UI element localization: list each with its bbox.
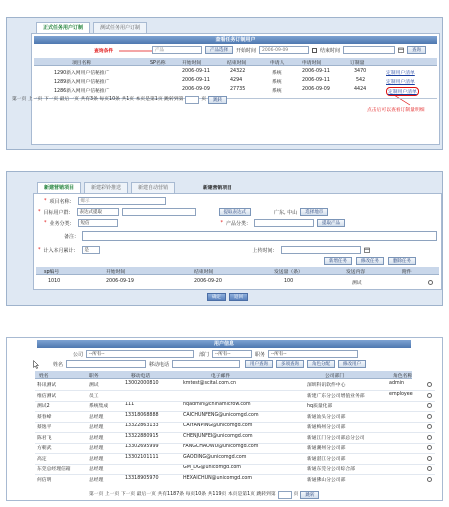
table-cell: 13002000810 [125, 381, 159, 386]
filter-row [152, 46, 426, 54]
table-cell: 13318905970 [125, 475, 159, 481]
task-actions [324, 257, 416, 265]
view-list-link[interactable]: 定制用户清单 [386, 71, 415, 76]
table-row: 科讯测试 [37, 383, 57, 388]
table-cell: hqadmin@chinamicrow.com [183, 402, 251, 407]
table-cell: 24322 [230, 69, 246, 74]
marketing-panel [6, 171, 443, 306]
product-category-label: 产品分类： [226, 220, 252, 227]
table-cell: 2006-09-09 [302, 87, 330, 92]
col-start: 开始时间 [182, 61, 202, 66]
col-email: 电子邮件 [211, 374, 231, 379]
table-row: 1286新入网用户信秘推广 [54, 89, 110, 94]
required-mark: * [44, 220, 47, 226]
table-cell: FANGCHAOWU@unicomgd.com [183, 444, 259, 449]
table-row: 维信测试 [37, 393, 57, 399]
table-cell: 100 [284, 279, 294, 284]
form-row [38, 246, 370, 254]
company-label: 公司 [73, 351, 84, 358]
col-attach: 附件 [402, 270, 412, 275]
row-radio[interactable] [427, 393, 432, 398]
annotation-arrow [119, 49, 153, 53]
col-start: 开始时间 [106, 270, 126, 275]
form-row [38, 208, 328, 216]
page-title: 新建营销项目 [203, 186, 232, 191]
pager-text[interactable]: 第一页 上一页 下一页 最后一页 共有3条 每页10条 共1页 本页是第1页 跳转到第 [12, 97, 184, 102]
count-select[interactable]: 是 [82, 246, 100, 254]
table-cell: 总经理 [89, 414, 104, 420]
view-list-link[interactable]: 定制用户清单 [386, 80, 415, 85]
table-cell: 4294 [230, 78, 243, 83]
row-radio[interactable] [427, 477, 432, 482]
post-label: 职务 [255, 351, 266, 358]
required-mark: * [44, 198, 47, 204]
row-radio[interactable] [427, 445, 432, 450]
table-row: 高定 [37, 456, 47, 462]
task-panel-body [12, 33, 440, 145]
table-cell: 总经理 [89, 435, 104, 441]
pager [12, 95, 227, 104]
table-cell: 系统 [272, 89, 282, 94]
name-input[interactable] [66, 360, 146, 368]
required-mark: * [220, 220, 224, 226]
table-cell: 2006-09-20 [194, 279, 222, 284]
table-cell: 总经理 [89, 467, 104, 472]
target-select[interactable]: 表达式提取 [77, 208, 119, 216]
table-row: 1289新入网用户信秘推广 [54, 80, 110, 85]
table-cell: 新通佛山分公司部 [307, 477, 346, 483]
table-cell: 2006-09-11 [182, 69, 210, 74]
table-cell: 新通汕头分公司部 [307, 414, 346, 420]
table-cell: 13322863133 [125, 423, 159, 428]
table-row: 蔡逸平 [37, 425, 52, 430]
table-row: 1290新入网用户信秘推广 [54, 71, 110, 76]
count-label: 计入本月累计： [43, 247, 79, 254]
table-cell: 新通江门分公司部总分公司 [307, 435, 365, 441]
row-radio[interactable] [427, 382, 432, 387]
extract-product-button[interactable]: 提取产品 [317, 219, 345, 227]
back-button[interactable]: 返回 [229, 293, 248, 301]
calendar-icon[interactable] [398, 47, 404, 53]
form-footer [207, 293, 248, 301]
col-end: 结束时间 [194, 270, 214, 275]
table-cell: GM_DG@unicomgd.com [183, 465, 241, 470]
col-apply-time: 申请时间 [302, 61, 322, 66]
table-cell: 新建广东分公司增值业务部 [307, 393, 365, 399]
tab-formal-task[interactable]: 正式任务用户订制 [36, 22, 90, 33]
page-input[interactable] [185, 96, 199, 104]
start-time-label: 开始时间 [236, 47, 257, 54]
mobile-label: 移动电话 [149, 361, 170, 368]
table-cell: 新通梅州分公司部 [307, 425, 346, 430]
marketing-form [33, 193, 442, 290]
table-cell: hq质量化部 [307, 404, 333, 409]
query-button[interactable]: 查询 [407, 46, 426, 54]
table-cell: 13318068888 [125, 412, 159, 418]
panel-header-bar: 查看任务订制用户 [34, 36, 437, 44]
table-cell: 总经理 [89, 446, 104, 451]
task-filter-input[interactable]: 产品 [152, 46, 202, 54]
form-row [44, 197, 166, 205]
pager [89, 490, 319, 499]
pager-text[interactable]: 第一页 上一页 下一页 最后一页 共有1187条 每页10条 共119页 本页是第1页 跳转到第 [89, 492, 276, 497]
table-row: 蔡春峰 [37, 414, 52, 420]
delete-task-button[interactable]: 删除任务 [388, 257, 416, 265]
target-label: 目标用户群： [43, 209, 74, 216]
table-cell: 系统 [272, 71, 282, 76]
col-dept: 公司部门 [325, 374, 345, 379]
row-radio[interactable] [427, 435, 432, 440]
form-row [44, 219, 345, 227]
required-mark: * [38, 209, 41, 215]
divider [35, 443, 435, 444]
table-cell: 2006-09-11 [302, 69, 330, 74]
divider [35, 453, 435, 454]
end-time-label: 结束时间 [320, 47, 341, 54]
table-cell: employee [389, 391, 413, 397]
filter-annotation: 查询条件 [94, 49, 114, 54]
sp-table-header [36, 267, 439, 275]
filter-row [53, 360, 366, 368]
row-radio[interactable] [427, 424, 432, 429]
table-cell: 新通潮州分公司部 [307, 446, 346, 451]
calendar-icon[interactable] [364, 247, 370, 253]
detail-annotation: 点击后可以查看订制量明细 [367, 108, 425, 113]
table-cell: 2006-09-11 [182, 78, 210, 83]
page-unit: 页 [201, 97, 207, 102]
table-row: 方朝武 [37, 446, 52, 451]
table-cell: 总经理 [89, 477, 104, 483]
go-button[interactable]: 跳转 [208, 96, 227, 104]
table-cell: 2006-09-19 [106, 279, 134, 284]
edit-user-button[interactable]: 修改用户 [338, 360, 366, 368]
col-sp: SP名称 [150, 61, 166, 66]
col-content: 发送内容 [346, 270, 366, 275]
confirm-button[interactable]: 确定 [207, 293, 226, 301]
table-cell: 新通东莞分公司综合部 [307, 467, 355, 472]
table-cell: CAICHUNFENG@unicomgd.com [183, 412, 259, 418]
tab-new-project[interactable]: 新建营销项目 [37, 182, 81, 193]
divider [35, 432, 435, 433]
table-row: 何信明 [37, 477, 52, 483]
table-cell: 13302101111 [125, 454, 159, 460]
divider [35, 411, 435, 412]
filter-row [73, 350, 358, 358]
table-cell: 3470 [354, 69, 367, 74]
select-city-button[interactable]: 选择地市 [300, 208, 328, 216]
checkbox-icon[interactable] [312, 48, 317, 53]
company-select[interactable]: --所有-- [86, 350, 194, 358]
row-radio[interactable] [427, 403, 432, 408]
task-panel [6, 17, 443, 150]
biz-label: 业务分类： [49, 220, 75, 227]
table-cell: 测试 [352, 281, 362, 286]
divider [35, 474, 435, 475]
project-name-label: 项目名称： [49, 198, 75, 205]
page-unit: 页 [293, 492, 299, 497]
divider [35, 422, 435, 423]
table-cell: 总经理 [89, 425, 104, 430]
table-cell: 13302695999 [125, 444, 159, 449]
view-list-link[interactable]: 定制用户清单 [386, 87, 419, 96]
end-time-input[interactable] [343, 46, 395, 54]
upload-time-label: 上传时间： [252, 247, 278, 254]
table-cell: 总经理 [89, 456, 104, 462]
table-cell: 27735 [230, 87, 246, 92]
table-cell: 2006-09-11 [302, 78, 330, 83]
remark-label: 备注： [64, 233, 80, 240]
table-cell: 系统 [272, 80, 282, 85]
table-cell: CAIYANPING@unicomgd.com [183, 423, 253, 428]
mobile-input[interactable] [172, 360, 240, 368]
table-row: 东莞总经理信箱 [37, 467, 71, 472]
table-row: 1010 [48, 279, 61, 284]
table-cell: 深圳科讯软件中心 [307, 383, 346, 388]
col-amount: 发送量（条） [274, 270, 303, 275]
table-row: 陈君飞 [37, 435, 52, 441]
table-cell: 新通湛江分公司部 [307, 456, 346, 462]
panel-header-bar: 用户信息 [37, 340, 411, 348]
table-cell: CHENJUNFEI@unicomgd.com [183, 433, 253, 439]
row-radio[interactable] [427, 456, 432, 461]
table-cell: kmtest@scital.com.cn [183, 381, 237, 386]
col-end: 结束时间 [227, 61, 247, 66]
add-task-button[interactable]: 新增任务 [324, 257, 352, 265]
divider [35, 390, 435, 391]
col-project: 项目名称 [72, 61, 92, 66]
table-cell: 系统集成 [89, 404, 109, 409]
table-cell: admin [389, 381, 405, 386]
tab-new-ringtone[interactable]: 新建彩铃推送 [84, 182, 128, 193]
table-cell: 542 [356, 78, 366, 83]
upload-time-input[interactable] [281, 246, 361, 254]
col-applicant: 申请人 [270, 61, 285, 66]
target-input[interactable] [122, 208, 196, 216]
area-text: 广东, 中山 [274, 209, 298, 216]
post-select[interactable]: --所有-- [268, 350, 358, 358]
table-cell: 13322880915 [125, 433, 159, 439]
required-mark: * [38, 247, 41, 253]
assign-role-button[interactable]: 角色分配 [307, 360, 335, 368]
product-category-input[interactable] [254, 219, 314, 227]
go-button[interactable]: 跳转 [300, 491, 319, 499]
col-mobile: 移动电话 [131, 374, 151, 379]
col-role: 角色名称 [393, 374, 413, 379]
extract-expression-button[interactable]: 提取表达式 [219, 208, 252, 216]
col-qty: 订制量 [350, 61, 365, 66]
name-label: 姓名 [53, 361, 64, 368]
project-name-input[interactable]: 爆示 [78, 197, 166, 205]
table-cell: 4424 [354, 87, 367, 92]
edit-task-button[interactable]: 修改任务 [356, 257, 384, 265]
form-row [64, 231, 437, 241]
table-cell: HEXAICHUN@unicomgd.com [183, 475, 252, 481]
row-radio[interactable] [428, 280, 433, 285]
page-input[interactable] [278, 491, 292, 499]
table-cell: 员工 [89, 393, 99, 399]
tab-new-auto[interactable]: 新建自动营销 [131, 182, 175, 193]
table-cell: 111 [125, 402, 135, 407]
product-select-button[interactable]: 产品选择 [205, 46, 233, 54]
row-radio[interactable] [427, 466, 432, 471]
query-user-button[interactable]: 用户查询 [245, 360, 273, 368]
start-time-input[interactable]: 2006-09-09 [259, 46, 309, 54]
col-post: 职务 [89, 374, 99, 379]
table-cell: GAODING@unicomgd.com [183, 454, 247, 460]
annotation-arrow [392, 94, 412, 106]
col-sp-id: sp编号 [44, 270, 60, 275]
table-row: 测试2 [37, 404, 50, 409]
divider [35, 464, 435, 465]
multi-query-button[interactable]: 多项查询 [276, 360, 304, 368]
user-panel [6, 337, 443, 501]
dept-select[interactable]: --所有-- [212, 350, 252, 358]
biz-select[interactable]: 短信 [78, 219, 118, 227]
table-cell: 测试 [89, 383, 99, 388]
remark-textarea[interactable] [82, 231, 437, 241]
col-name: 姓名 [39, 374, 49, 379]
row-radio[interactable] [427, 414, 432, 419]
divider [35, 401, 435, 402]
dept-label: 部门 [199, 351, 210, 358]
table-cell: 2006-09-09 [182, 87, 210, 92]
cursor-icon [33, 360, 39, 369]
tab-test-task[interactable]: 测试任务用户订制 [93, 22, 147, 33]
